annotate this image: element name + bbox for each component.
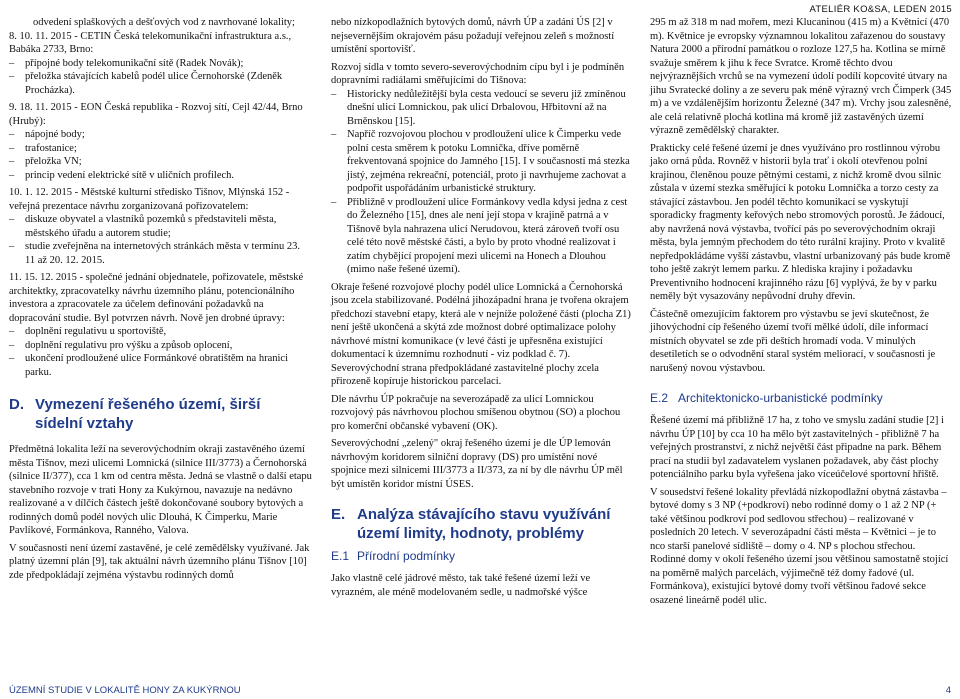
paragraph: 11. 15. 12. 2015 - společné jednání objednatele, pořizovatele, městské architektky, zpracovatelky návrhu územního plánu, potencionálního investora a zpracovatele za účelem definování požadavků na dopracování studie. Byl potvrzen návrh. Nově jen drobné úpravy: [9, 272, 304, 324]
list-item: – trafostanice; [9, 142, 312, 156]
paragraph: Řešené území má přibližně 17 ha, z toho ve smyslu zadání studie [2] i návrhu ÚP [10] by cca 10 ha mělo být zastavitelných - přibližně 7 ha veřejných prostranství, z nichž největší část připadne na park. Během prací na studii byl zadavatelem vyslanen požadavek, aby část plochy potenciálního parku byla vyřešena jako víceúčelové sportovní hřiště. [650, 415, 944, 480]
page-footer [9, 684, 951, 698]
paragraph: Částečně omezujícím faktorem pro výstavbu se jeví skutečnost, že jihovýchodní cíp řešeného území tvoří mělké údolí, díle informací místních obyvatel se zde při deštích hromadí voda. V minulých desetiletích se o odvodnění staral systém meliorací, v současnosti je narušený novou výstavbou. [650, 308, 936, 374]
list-item: – diskuze obyvatel a vlastníků pozemků s představiteli města, městského úřadu a autorem studie; [9, 213, 312, 240]
paragraph: V současnosti není území zastavěné, je celé zemědělsky využívané. Jak platný územní plán [9], tak aktuální návrh územního plánu Tišnov [10] zde předpokládají zejména výstavbu rodinných domů [9, 542, 310, 581]
column-3 [650, 16, 953, 611]
list-item: – Přibližně v prodloužení ulice Formánkovy vedla kdysi jedna z cest do Železného [15], dnes ale není její stopa v krajině patrná a v Tišnově byla nahrazena ulicí Nerudovou, která zároveň tvoří osu celé této nově městské části, a bylo by proto vhodné realizovat i zatím chybějící propojení mezi ulicemi na Honech a Dlouhou (mimo naše řešené území). [331, 196, 633, 277]
section-number: E. [331, 506, 346, 523]
footer-title: ÚZEMNÍ STUDIE V LOKALITĚ HONY ZA KUKÝRNOU [9, 684, 241, 696]
paragraph: odvedení splaškových a dešťových vod z navrhované lokality; [33, 17, 295, 28]
list-item: – doplnění regulativu u sportoviště, [9, 325, 312, 339]
list-item: – doplnění regulativu pro výšku a způsob oplocení, [9, 339, 312, 353]
section-title: Architektonicko-urbanistické podmínky [678, 391, 883, 405]
paragraph: 9. 18. 11. 2015 - EON Česká republika - Rozvoj sítí, Cejl 42/44, Brno (Hrubý): [9, 102, 303, 127]
list-item: – princip vedení elektrické sítě v uličních profilech. [9, 169, 312, 183]
list-item: – přeložka stávajících kabelů podél ulice Černohorské (Zdeněk Procházka). [9, 70, 312, 97]
paragraph: Rozvoj sídla v tomto severo-severovýchodním cípu byl i je podmíněn dopravními radiálami směřujícími do Tišnova: [331, 61, 625, 86]
section-title: Vymezení řešeného území, širší sídelní vztahy [35, 396, 261, 432]
section-number: E.1 [331, 549, 350, 563]
list-item: – studie zveřejněna na internetových stránkách města v termínu 23. 11 až 20. 12. 2015. [9, 240, 312, 267]
paragraph: V sousedství řešené lokality převládá nízkopodlažní obytná zástavba – bytové domy s 3 NP (+podkroví) nebo rodinné domy o 1 až 2 NP (+ také většinou podkroví pod sedlovou střechou) – realizované v posledních 20 letech. V severozápadní části města – Květnici – je to nco starší panelové sídliště – domy o 4. NP s plochou střechou. Rodinné domy v okolí řešeného území jsou většinou samostatně stojící na poměrně malých parcelách, výjimečně též domy řadové (ul. Formánkova), existující bytové domy tvoří většinou řadové sekce osazené lineárně podél ulic. [650, 486, 949, 606]
paragraph: Dle návrhu ÚP pokračuje na severozápadě za ulicí Lomnickou rozvojový pás návrhovou plochou smíšenou obytnou (SO) a plochou pro komerční občanské vybavení (OK). [331, 393, 621, 432]
list-item: – přeložka VN; [9, 155, 312, 169]
paragraph: nebo nízkopodlažních bytových domů, návrh ÚP a zadání ÚS [2] v nejsevernějším okrajovém pásu požadují veřejnou zeleň s možností umístění sportovišť. [331, 17, 615, 55]
column-1 [9, 16, 312, 586]
paragraph: 8. 10. 11. 2015 - CETIN Česká telekomunikační infrastruktura a.s., Babáka 2733, Brno: [9, 30, 292, 55]
paragraph: Předmětná lokalita leží na severovýchodním okraji zastavěného území města Tišnov, mezi ulicemi Lomnická (silnice III/3773) a Černohorská (silnice II/377), cca 1 km od centra města. Jedná se vlastně o další etapu stavebního rozvoje v trati Hony za Kukýrnou, navazuje na nedávno realizované a v dílčích částech ještě dokončované soubory bytových a rodinných domů podél nových ulic Dlouhá, K Čimperku, Marie Pavlíkové, Formánkova, Ranného, Valova. [9, 444, 312, 536]
subsection-heading-e2 [650, 391, 953, 406]
section-title: Analýza stávajícího stavu využívání území limity, hodnoty, problémy [357, 506, 611, 542]
list-item: – přípojné body telekomunikační sítě (Radek Novák); [9, 57, 312, 71]
list-item: – nápojné body; [9, 128, 312, 142]
list-item: – Napříč rozvojovou plochou v prodloužení ulice k Čimperku vede polní cesta směrem k potoku Lomnička, dříve poměrně frekventovaná spojnice do Jamného [15]. I v současnosti má stezka jistý, zejména rekreační, potenciál, proto ji navrhujeme zachovat a podpořit uspořádáním urbanistické struktury. [331, 128, 633, 196]
paragraph: Okraje řešené rozvojové plochy podél ulice Lomnická a Černohorská jsou zcela stabilizované. Podélná jihozápadní hrana je tvořena okrajem předchozí stavební etapy, která ale v nejníže položené části (plocha Z1) není ještě ukončená a skýtá zde možnost dobré optimalizace polohy návrhové místní komunikace (v levé části je upřesněna existující dokumentací k územnímu rozhodnutí - viz podklad č. 7). Severovýchodní strana předpokládané zastavitelné plochy zcela přirozeně kopíruje historickou parcelaci. [331, 281, 631, 387]
paragraph: Severovýchodní „zelený" okraj řešeného území je dle ÚP lemován návrhovým koridorem silniční dopravy (DS) pro umístění nové spojnice mezi silnicemi III/3773 a II/373, za ní by dle návrhu ÚP měl být umístěn koridor místní ÚSES. [331, 438, 623, 490]
section-heading-e [331, 505, 633, 543]
list-item: – ukončení prodloužené ulice Formánkové obratištěm na hranici parku. [9, 352, 312, 379]
paragraph: 295 m až 318 m nad mořem, mezi Klucaninou (415 m) a Květnicí (470 m). Květnice je evropsky významnou lokalitou zařazenou do soustavy Natura 2000 a přírodní památkou o rozloze 127,5 ha. Kotlina se mírně svažuje směrem k jihu k řece Svratce. Kromě těchto dvou nejvýraznějších vrchů se na vymezení údolí podílí kopcovité útvary na jihu Svratecké doliny a ze severu pak méně výrazný vrch Čimperk (345 m) a ve vzdálenějším horizontu Železné (347 m). Vrchy jsou zalesněné, ale celá relativně plochá kotlina má kromě již zastavěných území výrazně zemědělský charakter. [650, 17, 952, 136]
paragraph: Prakticky celé řešené území je dnes využíváno pro rostlinnou výrobu jako orná půda. Rovněž v historii byla trať i okolí otevřenou polní krajinou, členěnou pouze pětnými cestami, z nichž kromě dvou silnic zůstala v území stezka směřující k potoku Lomnička a torzo cesty za stávající zástavbou. Jen podél těchto komunikací se vyskytují sporadicky fragmenty keřových nebo stromových porostů. Je žádoucí, aby navržená nová výstavba, tvořící pás po severovýchodním okraji města, byla jemným přechodem do této rurální krajiny. Proto v kvalitě nepředpokládáme vyšší zástavbu, vlastní urbanizovaný pás bude kromě toho ještě zakrýt lemem parku. Z hlediska krajiny i požadavku Preventivního hodnocení krajinného rázu [6] vyplývá, že by v parku neměly být vysazovány nepůvodní druhy dřevin. [650, 142, 951, 302]
section-number: D. [9, 396, 24, 413]
paragraph: Jako vlastně celé jádrové město, tak také řešené území leží ve vyrazném, ale méně modelovaném sedle, u nadmořské výšce [331, 573, 591, 598]
section-title: Přírodní podmínky [357, 549, 456, 563]
subsection-heading-e1 [331, 549, 633, 564]
page-number: 4 [945, 684, 951, 696]
section-number: E.2 [650, 391, 669, 405]
paragraph: 10. 1. 12. 2015 - Městské kulturní středisko Tišnov, Mlýnská 152 - veřejná prezentace návrhu zorganizovaná pořizovatelem: [9, 187, 290, 212]
running-header: ATELIÉR KO&SA, LEDEN 2015 [809, 4, 952, 15]
list-item: – Historicky nedůležitější byla cesta vedoucí se severu již zmíněnou dnešní ulicí Lomnickou, pak ulicí Drbalovou, Hřbitovní až na Brněnskou [15]. [331, 88, 633, 129]
section-heading-d [9, 395, 312, 433]
column-2 [331, 16, 633, 603]
